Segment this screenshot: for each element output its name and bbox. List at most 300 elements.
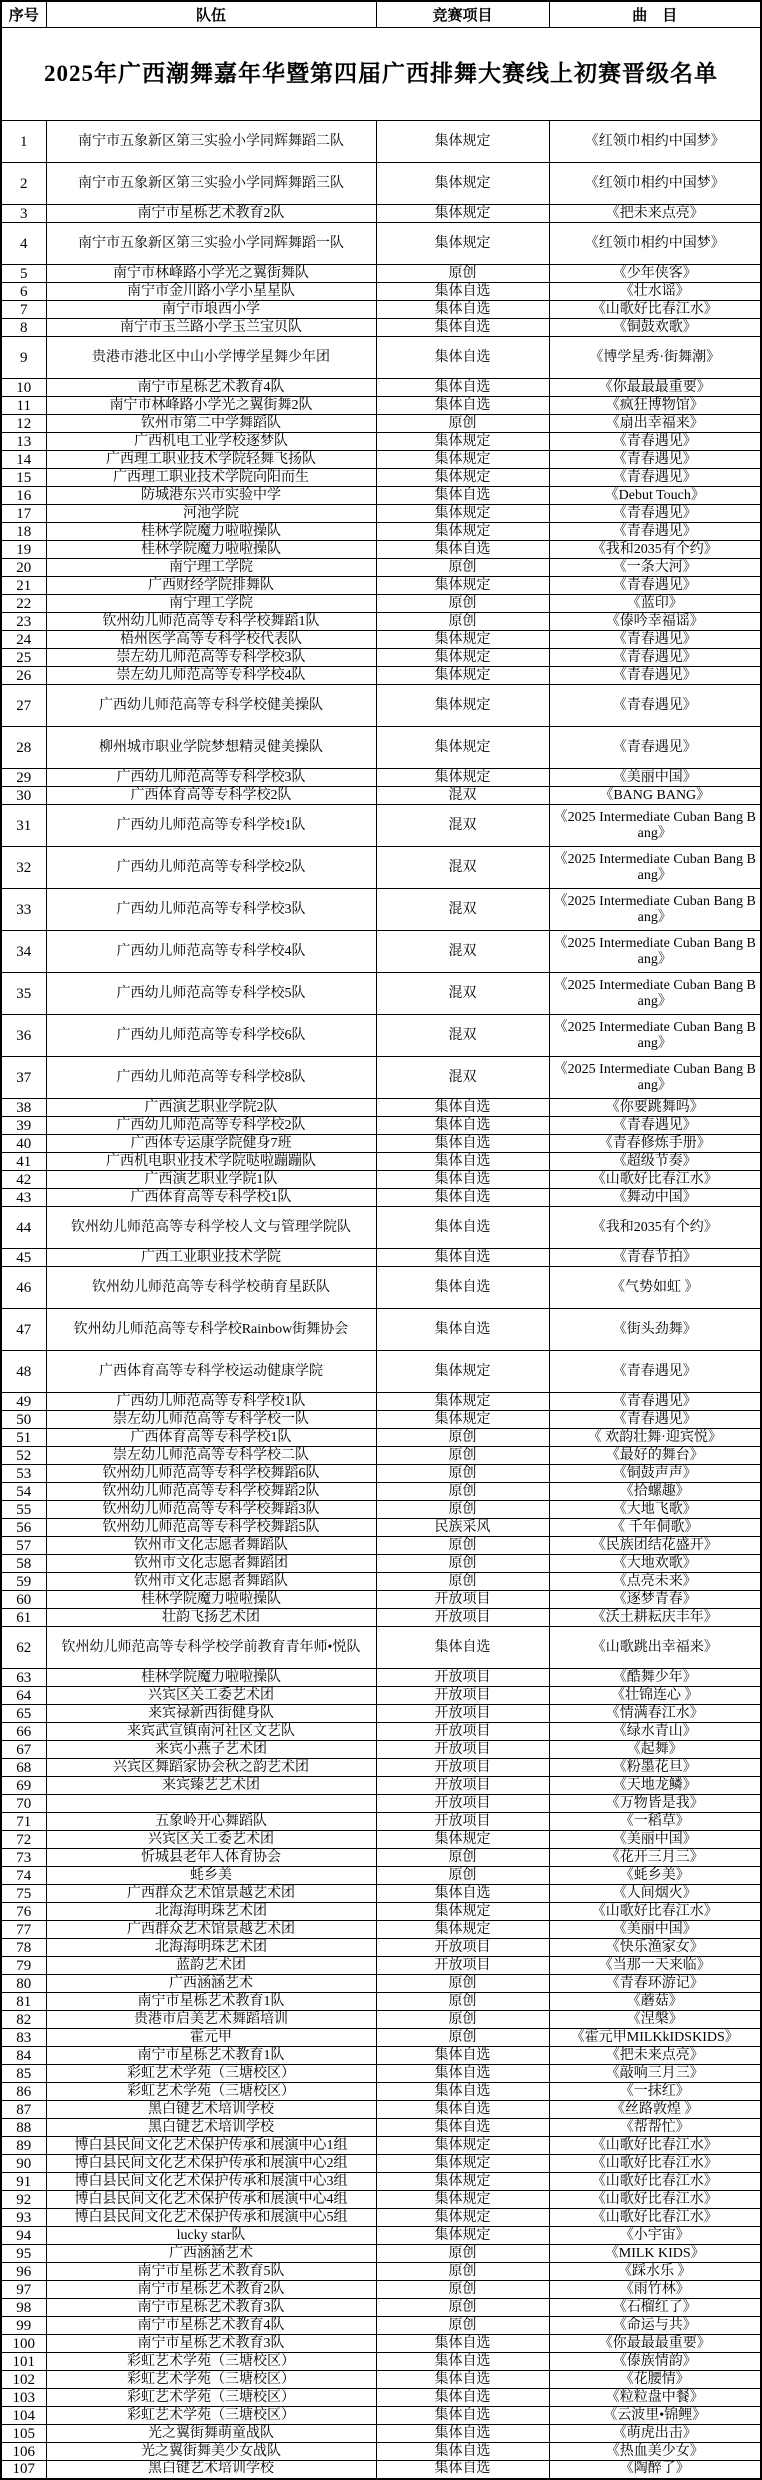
cell-song: 《青春遇见》 — [549, 649, 761, 667]
table-row — [1, 1885, 761, 1903]
cell-category: 集体规定 — [376, 1921, 549, 1939]
cell-team: 彩虹艺术学苑（三塘校区） — [46, 2353, 376, 2371]
cell-no: 70 — [1, 1795, 46, 1813]
cell-team: 广西演艺职业学院1队 — [46, 1171, 376, 1189]
cell-song: 《青春遇见》 — [549, 523, 761, 541]
cell-team: 钦州幼儿师范高等专科学校舞蹈6队 — [46, 1465, 376, 1483]
cell-no: 35 — [1, 973, 46, 1015]
cell-category: 集体自选 — [376, 1627, 549, 1669]
cell-song: 《扇出幸福来》 — [549, 415, 761, 433]
cell-category: 开放项目 — [376, 1813, 549, 1831]
table-row — [1, 2047, 761, 2065]
table-row — [1, 2461, 761, 2479]
cell-team: 广西体专运康学院健身7班 — [46, 1135, 376, 1153]
cell-song: 《情满春江水》 — [549, 1705, 761, 1723]
cell-category: 集体规定 — [376, 727, 549, 769]
cell-song: 《2025 Intermediate Cuban Bang Bang》 — [549, 805, 761, 847]
cell-no: 76 — [1, 1903, 46, 1921]
cell-song: 《蚝乡美》 — [549, 1867, 761, 1885]
cell-no: 25 — [1, 649, 46, 667]
cell-category: 集体自选 — [376, 2083, 549, 2101]
cell-category: 集体规定 — [376, 769, 549, 787]
cell-song: 《把未来点亮》 — [549, 2047, 761, 2065]
cell-no: 83 — [1, 2029, 46, 2047]
table-row — [1, 595, 761, 613]
cell-no: 19 — [1, 541, 46, 559]
cell-category: 开放项目 — [376, 1795, 549, 1813]
cell-song: 《大地欢歌》 — [549, 1555, 761, 1573]
cell-team: 钦州幼儿师范高等专科学校舞蹈2队 — [46, 1483, 376, 1501]
table-row — [1, 2263, 761, 2281]
table-row — [1, 1777, 761, 1795]
cell-no: 107 — [1, 2461, 46, 2479]
cell-category: 原创 — [376, 1555, 549, 1573]
table-row — [1, 2425, 761, 2443]
table-row — [1, 2335, 761, 2353]
cell-category: 集体自选 — [376, 2371, 549, 2389]
cell-no: 60 — [1, 1591, 46, 1609]
cell-song: 《敲响三月三》 — [549, 2065, 761, 2083]
cell-no: 50 — [1, 1411, 46, 1429]
cell-no: 62 — [1, 1627, 46, 1669]
table-row — [1, 847, 761, 889]
cell-song: 《青春遇见》 — [549, 685, 761, 727]
cell-team: 钦州幼儿师范高等专科学校舞蹈1队 — [46, 613, 376, 631]
cell-no: 17 — [1, 505, 46, 523]
table-row — [1, 1393, 761, 1411]
cell-song: 《你最最最重要》 — [549, 2335, 761, 2353]
cell-category: 集体规定 — [376, 1411, 549, 1429]
cell-no: 95 — [1, 2245, 46, 2263]
cell-song: 《涅槃》 — [549, 2011, 761, 2029]
table-row — [1, 1309, 761, 1351]
table-row — [1, 1411, 761, 1429]
cell-team: 博白县民间文化艺术保护传承和展演中心2组 — [46, 2155, 376, 2173]
cell-no: 36 — [1, 1015, 46, 1057]
table-row — [1, 2029, 761, 2047]
cell-team: 广西幼儿师范高等专科学校2队 — [46, 1117, 376, 1135]
table-row — [1, 1795, 761, 1813]
cell-no: 26 — [1, 667, 46, 685]
cell-category: 集体规定 — [376, 163, 549, 205]
table-row — [1, 2317, 761, 2335]
cell-no: 104 — [1, 2407, 46, 2425]
cell-team: 广西演艺职业学院2队 — [46, 1099, 376, 1117]
cell-no: 77 — [1, 1921, 46, 1939]
cell-no: 20 — [1, 559, 46, 577]
cell-category: 开放项目 — [376, 1759, 549, 1777]
cell-song: 《山歌好比春江水》 — [549, 1171, 761, 1189]
cell-song: 《壮水谣》 — [549, 283, 761, 301]
cell-category: 集体规定 — [376, 205, 549, 223]
cell-song: 《青春遇见》 — [549, 469, 761, 487]
cell-song: 《青春遇见》 — [549, 1351, 761, 1393]
cell-no: 96 — [1, 2263, 46, 2281]
cell-category: 集体规定 — [376, 469, 549, 487]
table-row — [1, 1135, 761, 1153]
cell-category: 集体规定 — [376, 451, 549, 469]
table-row — [1, 1687, 761, 1705]
cell-team: 壮韵飞扬艺术团 — [46, 1609, 376, 1627]
cell-no: 40 — [1, 1135, 46, 1153]
cell-team: 兴宾区舞蹈家协会秋之韵艺术团 — [46, 1759, 376, 1777]
table-row — [1, 1741, 761, 1759]
cell-category: 集体自选 — [376, 1153, 549, 1171]
cell-no: 44 — [1, 1207, 46, 1249]
cell-category: 集体规定 — [376, 685, 549, 727]
cell-team: 南宁市星栎艺术教育1队 — [46, 1993, 376, 2011]
cell-category: 混双 — [376, 931, 549, 973]
header-team: 队伍 — [46, 1, 376, 28]
title-row — [1, 28, 761, 121]
cell-team: 兴宾区关工委艺术团 — [46, 1687, 376, 1705]
cell-no: 16 — [1, 487, 46, 505]
cell-song: 《天地龙鳞》 — [549, 1777, 761, 1795]
cell-no: 88 — [1, 2119, 46, 2137]
cell-no: 5 — [1, 265, 46, 283]
cell-song: 《山歌跳出幸福来》 — [549, 1627, 761, 1669]
cell-song: 《花开三月三》 — [549, 1849, 761, 1867]
cell-team: 钦州市第二中学舞蹈队 — [46, 415, 376, 433]
cell-team: 广西幼儿师范高等专科学校1队 — [46, 805, 376, 847]
cell-no: 74 — [1, 1867, 46, 1885]
cell-team: 来宾武宣镇南河社区文艺队 — [46, 1723, 376, 1741]
cell-no: 91 — [1, 2173, 46, 2191]
table-row — [1, 1591, 761, 1609]
cell-team: 钦州幼儿师范高等专科学校人文与管理学院队 — [46, 1207, 376, 1249]
cell-team: 霍元甲 — [46, 2029, 376, 2047]
cell-no: 23 — [1, 613, 46, 631]
cell-song: 《粒粒盘中餐》 — [549, 2389, 761, 2407]
cell-category: 集体自选 — [376, 2101, 549, 2119]
cell-song: 《民族团结花盛开》 — [549, 1537, 761, 1555]
cell-category: 原创 — [376, 2029, 549, 2047]
table-row — [1, 505, 761, 523]
cell-song: 《2025 Intermediate Cuban Bang Bang》 — [549, 1057, 761, 1099]
table-row — [1, 1117, 761, 1135]
cell-no: 68 — [1, 1759, 46, 1777]
cell-song: 《壮锦连心 》 — [549, 1687, 761, 1705]
table-row — [1, 1501, 761, 1519]
cell-team: 钦州幼儿师范高等专科学校萌育星跃队 — [46, 1267, 376, 1309]
cell-category: 原创 — [376, 613, 549, 631]
cell-no: 87 — [1, 2101, 46, 2119]
cell-no: 14 — [1, 451, 46, 469]
cell-no: 22 — [1, 595, 46, 613]
cell-no: 61 — [1, 1609, 46, 1627]
cell-category: 集体自选 — [376, 1207, 549, 1249]
table-row — [1, 1447, 761, 1465]
cell-song: 《丝路敦煌 》 — [549, 2101, 761, 2119]
cell-no: 85 — [1, 2065, 46, 2083]
cell-song: 《你要跳舞吗》 — [549, 1099, 761, 1117]
cell-song: 《一条大河》 — [549, 559, 761, 577]
cell-category: 集体规定 — [376, 2191, 549, 2209]
table-row — [1, 667, 761, 685]
cell-song: 《万物皆是我》 — [549, 1795, 761, 1813]
cell-song: 《一稻草》 — [549, 1813, 761, 1831]
cell-category: 原创 — [376, 1849, 549, 1867]
cell-category: 集体规定 — [376, 505, 549, 523]
cell-song: 《2025 Intermediate Cuban Bang Bang》 — [549, 847, 761, 889]
cell-team: 广西涵涵艺术 — [46, 1975, 376, 1993]
table-row — [1, 121, 761, 163]
cell-team: 贵港市港北区中山小学博学星舞少年团 — [46, 337, 376, 379]
cell-category: 集体规定 — [376, 1831, 549, 1849]
cell-team: 广西幼儿师范高等专科学校健美操队 — [46, 685, 376, 727]
table-row — [1, 1723, 761, 1741]
cell-team: 广西幼儿师范高等专科学校6队 — [46, 1015, 376, 1057]
table-row — [1, 163, 761, 205]
cell-song: 《青春遇见》 — [549, 1117, 761, 1135]
cell-song: 《Debut Touch》 — [549, 487, 761, 505]
cell-category: 集体规定 — [376, 667, 549, 685]
cell-team: 来宾禄新西街健身队 — [46, 1705, 376, 1723]
header-row — [1, 1, 761, 28]
cell-song: 《小宇宙》 — [549, 2227, 761, 2245]
cell-category: 集体自选 — [376, 379, 549, 397]
cell-category: 集体规定 — [376, 1351, 549, 1393]
table-row — [1, 631, 761, 649]
cell-song: 《花腰情》 — [549, 2371, 761, 2389]
cell-song: 《 千年侗歌》 — [549, 1519, 761, 1537]
cell-song: 《青春环游记》 — [549, 1975, 761, 1993]
cell-team: 广西体育高等专科学校1队 — [46, 1189, 376, 1207]
cell-category: 集体自选 — [376, 1309, 549, 1351]
table-row — [1, 2101, 761, 2119]
table-row — [1, 337, 761, 379]
table-header — [1, 1, 761, 28]
cell-no: 98 — [1, 2299, 46, 2317]
cell-no: 84 — [1, 2047, 46, 2065]
cell-team: 广西群众艺术馆景越艺术团 — [46, 1921, 376, 1939]
cell-no: 54 — [1, 1483, 46, 1501]
cell-category: 原创 — [376, 1993, 549, 2011]
cell-team: 北海海明珠艺术团 — [46, 1903, 376, 1921]
cell-category: 开放项目 — [376, 1957, 549, 1975]
cell-no: 31 — [1, 805, 46, 847]
table-row — [1, 541, 761, 559]
cell-no: 57 — [1, 1537, 46, 1555]
cell-team: 梧州医学高等专科学校代表队 — [46, 631, 376, 649]
cell-team: 崇左幼儿师范高等专科学校二队 — [46, 1447, 376, 1465]
cell-song: 《当那一天来临》 — [549, 1957, 761, 1975]
cell-team: 广西幼儿师范高等专科学校8队 — [46, 1057, 376, 1099]
cell-song: 《2025 Intermediate Cuban Bang Bang》 — [549, 1015, 761, 1057]
cell-category: 集体规定 — [376, 1393, 549, 1411]
table-row — [1, 2407, 761, 2425]
cell-category: 集体规定 — [376, 2227, 549, 2245]
cell-song: 《山歌好比春江水》 — [549, 2209, 761, 2227]
cell-category: 集体自选 — [376, 541, 549, 559]
table-row — [1, 205, 761, 223]
cell-song: 《山歌好比春江水》 — [549, 1903, 761, 1921]
cell-category: 集体自选 — [376, 2065, 549, 2083]
cell-no: 75 — [1, 1885, 46, 1903]
cell-no: 73 — [1, 1849, 46, 1867]
table-row — [1, 889, 761, 931]
cell-song: 《BANG BANG》 — [549, 787, 761, 805]
cell-song: 《美丽中国》 — [549, 769, 761, 787]
cell-category: 集体规定 — [376, 2155, 549, 2173]
cell-no: 66 — [1, 1723, 46, 1741]
table-row — [1, 379, 761, 397]
table-row — [1, 1189, 761, 1207]
cell-no: 33 — [1, 889, 46, 931]
cell-team: 崇左幼儿师范高等专科学校3队 — [46, 649, 376, 667]
cell-category: 原创 — [376, 2011, 549, 2029]
cell-song: 《起舞》 — [549, 1741, 761, 1759]
cell-team: 广西理工职业技术学院向阳而生 — [46, 469, 376, 487]
cell-category: 混双 — [376, 805, 549, 847]
cell-category: 集体自选 — [376, 1885, 549, 1903]
cell-category: 开放项目 — [376, 1723, 549, 1741]
cell-category: 开放项目 — [376, 1669, 549, 1687]
table-row — [1, 1267, 761, 1309]
table-row — [1, 1573, 761, 1591]
cell-no: 78 — [1, 1939, 46, 1957]
cell-team: 广西机电工业学校逐梦队 — [46, 433, 376, 451]
cell-team: 南宁市林峰路小学光之翼街舞2队 — [46, 397, 376, 415]
cell-team: 广西幼儿师范高等专科学校3队 — [46, 889, 376, 931]
cell-category: 混双 — [376, 1015, 549, 1057]
cell-team: 广西理工职业技术学院轻舞飞扬队 — [46, 451, 376, 469]
cell-no: 34 — [1, 931, 46, 973]
cell-no: 65 — [1, 1705, 46, 1723]
cell-no: 4 — [1, 223, 46, 265]
cell-category: 开放项目 — [376, 1687, 549, 1705]
cell-team: 广西幼儿师范高等专科学校4队 — [46, 931, 376, 973]
cell-no: 24 — [1, 631, 46, 649]
cell-team: 南宁市五象新区第三实验小学同辉舞蹈二队 — [46, 121, 376, 163]
cell-team: 蓝韵艺术团 — [46, 1957, 376, 1975]
cell-category: 集体自选 — [376, 2461, 549, 2479]
table-row — [1, 1483, 761, 1501]
cell-song: 《青春遇见》 — [549, 727, 761, 769]
cell-no: 82 — [1, 2011, 46, 2029]
cell-song: 《街头劲舞》 — [549, 1309, 761, 1351]
cell-category: 集体规定 — [376, 649, 549, 667]
cell-no: 94 — [1, 2227, 46, 2245]
cell-song: 《 欢韵壮舞·迎宾悦》 — [549, 1429, 761, 1447]
cell-team: 河池学院 — [46, 505, 376, 523]
cell-category: 集体自选 — [376, 2047, 549, 2065]
cell-song: 《青春遇见》 — [549, 631, 761, 649]
table-row — [1, 2299, 761, 2317]
cell-song: 《陶醉了》 — [549, 2461, 761, 2479]
cell-category: 开放项目 — [376, 1939, 549, 1957]
cell-category: 原创 — [376, 1975, 549, 1993]
cell-team: 广西幼儿师范高等专科学校3队 — [46, 769, 376, 787]
cell-category: 集体自选 — [376, 1189, 549, 1207]
table-row — [1, 2065, 761, 2083]
cell-song: 《红领巾相约中国梦》 — [549, 163, 761, 205]
table-row — [1, 787, 761, 805]
cell-category: 集体自选 — [376, 2425, 549, 2443]
cell-song: 《2025 Intermediate Cuban Bang Bang》 — [549, 973, 761, 1015]
cell-no: 103 — [1, 2389, 46, 2407]
cell-category: 原创 — [376, 2317, 549, 2335]
cell-team: 忻城县老年人体育协会 — [46, 1849, 376, 1867]
cell-no: 53 — [1, 1465, 46, 1483]
table-row — [1, 1669, 761, 1687]
cell-song: 《青春遇见》 — [549, 667, 761, 685]
table-row — [1, 2119, 761, 2137]
cell-no: 6 — [1, 283, 46, 301]
cell-team: 钦州幼儿师范高等专科学校舞蹈3队 — [46, 1501, 376, 1519]
table-row — [1, 1465, 761, 1483]
table-row — [1, 301, 761, 319]
cell-no: 42 — [1, 1171, 46, 1189]
cell-team: 蚝乡美 — [46, 1867, 376, 1885]
cell-team: 广西幼儿师范高等专科学校2队 — [46, 847, 376, 889]
cell-category: 集体自选 — [376, 319, 549, 337]
cell-team: 广西幼儿师范高等专科学校1队 — [46, 1393, 376, 1411]
table-row — [1, 2137, 761, 2155]
cell-category: 集体自选 — [376, 487, 549, 505]
cell-team: 钦州市文化志愿者舞蹈团 — [46, 1555, 376, 1573]
cell-team: 南宁市星栎艺术教育4队 — [46, 2317, 376, 2335]
header-song: 曲 目 — [549, 1, 761, 28]
table-row — [1, 1957, 761, 1975]
cell-no: 72 — [1, 1831, 46, 1849]
cell-team: 崇左幼儿师范高等专科学校4队 — [46, 667, 376, 685]
cell-team: 南宁市金川路小学小星星队 — [46, 283, 376, 301]
cell-song: 《舞动中国》 — [549, 1189, 761, 1207]
cell-team: 钦州市文化志愿者舞蹈队 — [46, 1573, 376, 1591]
cell-team: 广西涵涵艺术 — [46, 2245, 376, 2263]
cell-no: 89 — [1, 2137, 46, 2155]
cell-song: 《萌虎出击》 — [549, 2425, 761, 2443]
cell-no: 27 — [1, 685, 46, 727]
cell-no: 58 — [1, 1555, 46, 1573]
table-row — [1, 1537, 761, 1555]
cell-no: 13 — [1, 433, 46, 451]
cell-team: 南宁市五象新区第三实验小学同辉舞蹈一队 — [46, 223, 376, 265]
cell-no: 29 — [1, 769, 46, 787]
table-row — [1, 769, 761, 787]
cell-category: 原创 — [376, 1501, 549, 1519]
cell-no: 52 — [1, 1447, 46, 1465]
cell-team: 博白县民间文化艺术保护传承和展演中心4组 — [46, 2191, 376, 2209]
cell-no: 46 — [1, 1267, 46, 1309]
table-row — [1, 1609, 761, 1627]
cell-song: 《蘑菇》 — [549, 1993, 761, 2011]
cell-category: 集体自选 — [376, 1117, 549, 1135]
table-row — [1, 283, 761, 301]
table-row — [1, 2173, 761, 2191]
table-row — [1, 1249, 761, 1267]
cell-team: 黑白键艺术培训学校 — [46, 2461, 376, 2479]
cell-team: 南宁市星栎艺术教育1队 — [46, 2047, 376, 2065]
cell-category: 集体自选 — [376, 2407, 549, 2425]
cell-no: 37 — [1, 1057, 46, 1099]
cell-team: 来宾臻艺艺术团 — [46, 1777, 376, 1795]
table-row — [1, 649, 761, 667]
table-row — [1, 1099, 761, 1117]
cell-song: 《青春遇见》 — [549, 1411, 761, 1429]
table-row — [1, 1759, 761, 1777]
cell-team: 黑白键艺术培训学校 — [46, 2101, 376, 2119]
cell-no: 45 — [1, 1249, 46, 1267]
cell-no: 100 — [1, 2335, 46, 2353]
cell-category: 集体规定 — [376, 2209, 549, 2227]
cell-category: 混双 — [376, 1057, 549, 1099]
cell-team: 北海海明珠艺术团 — [46, 1939, 376, 1957]
cell-song: 《人间烟火》 — [549, 1885, 761, 1903]
cell-team: 彩虹艺术学苑（三塘校区） — [46, 2083, 376, 2101]
table-row — [1, 1015, 761, 1057]
